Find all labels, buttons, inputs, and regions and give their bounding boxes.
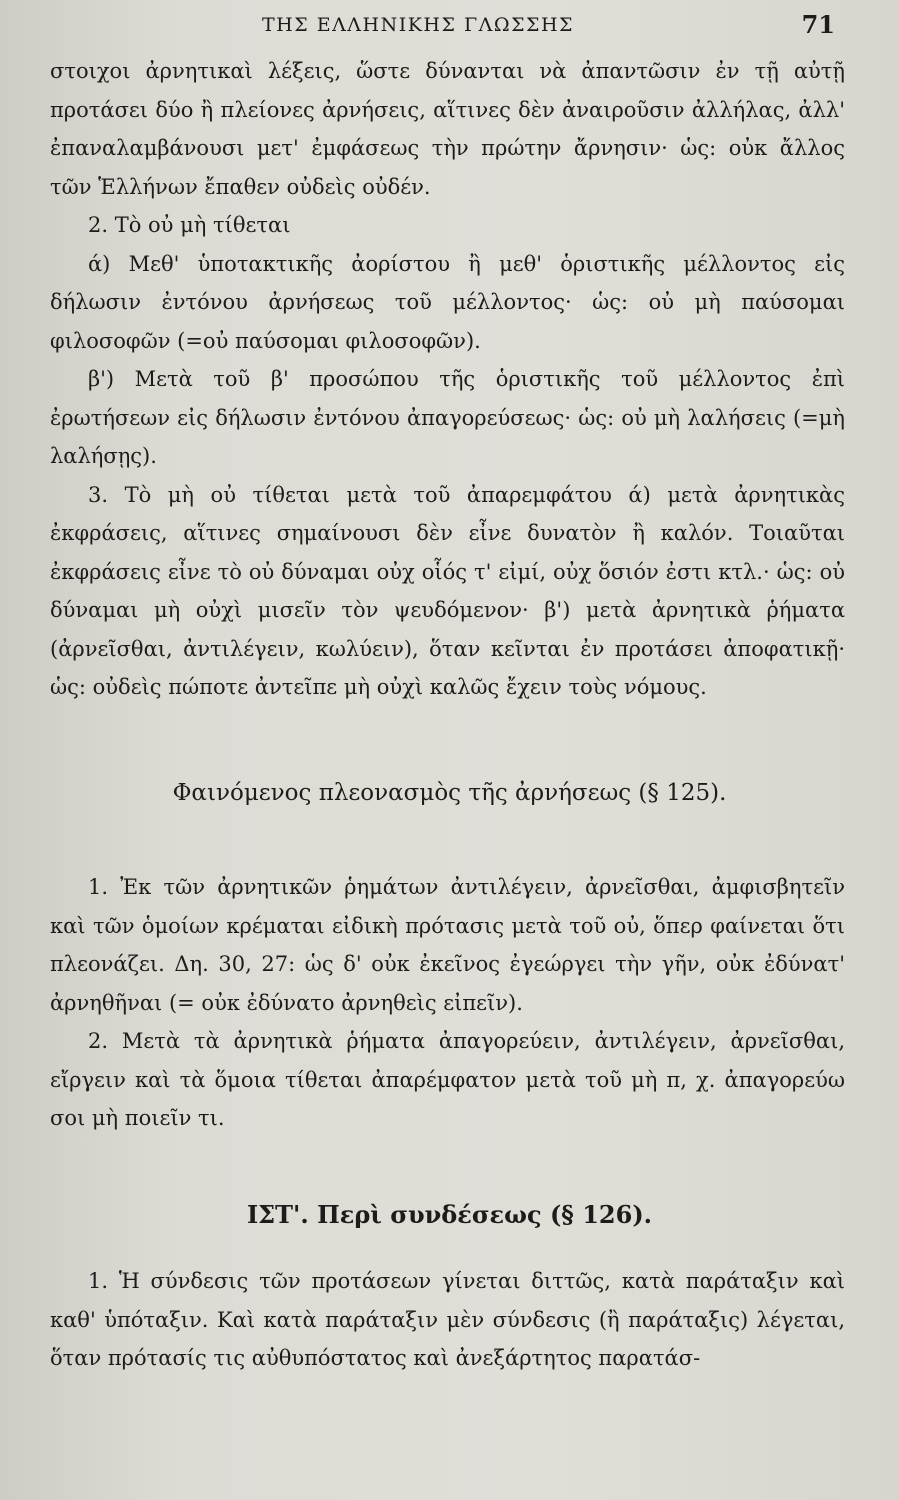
paragraph: στοιχοι ἀρνητικαὶ λέξεις, ὥστε δύνανται νὰ ἀπαντῶσιν ἐν τῇ αὐτῇ προτάσει δύο ἢ πλείονες ἀρνήσεις, αἵτινες δὲν ἀναιροῦσιν ἀλλήλας, ἀλλ' ἐπαναλαμβάνουσι μετ' ἐμφάσεως τὴν πρώτην ἄρνησιν· ὡς: οὐκ ἄλλος τῶν Ἑλλήνων ἔπαθεν οὐδεὶς οὐδέν. [50, 59, 845, 199]
page-header [0, 10, 899, 40]
page-number: 71 [801, 10, 835, 39]
text-block-pleonasm [50, 868, 845, 1138]
section-heading: Φαινόμενος πλεονασμὸς τῆς ἀρνήσεως (§ 125). [172, 780, 727, 806]
paragraph: β') Μετὰ τοῦ β' προσώπου τῆς ὁριστικῆς τοῦ μέλλοντος ἐπὶ ἐρωτήσεων εἰς δήλωσιν ἐντόνου ἀπαγορεύσεως· ὡς: οὐ μὴ λαλήσεις (=μὴ λαλήσῃς). [50, 367, 845, 468]
paragraph: 3. Τὸ μὴ οὐ τίθεται μετὰ τοῦ ἀπαρεμφάτου ά) μετὰ ἀρνητικὰς ἐκφράσεις, αἵτινες σημαίνουσι δὲν εἶνε δυνατὸν ἢ καλόν. Τοιαῦται ἐκφράσεις εἶνε τὸ οὐ δύναμαι οὐχ οἷός τ' εἰμί, οὐχ ὅσιόν ἐστι κτλ.· ὡς: οὐ δύναμαι μὴ οὐχὶ μισεῖν τὸν ψευδόμενον· β') μετὰ ἀρνητικὰ ῥήματα (ἀρνεῖσθαι, ἀντιλέγειν, κωλύειν), ὅταν κεῖνται ἐν προτάσει ἀποφατικῇ· ὡς: οὐδεὶς πώποτε ἀντεῖπε μὴ οὐχὶ καλῶς ἔχειν τοὺς νόμους. [50, 482, 845, 699]
paragraph: 1. Ἡ σύνδεσις τῶν προτάσεων γίνεται διττῶς, κατὰ παράταξιν καὶ καθ' ὑπόταξιν. Καὶ κατὰ παράταξιν μὲν σύνδεσις (ἢ παράταξις) λέγεται, ὅταν πρότασίς τις αὐθυπόστατος καὶ ἀνεξάρτητος παρατάσ- [50, 1269, 845, 1370]
paragraph: 2. Μετὰ τὰ ἀρνητικὰ ῥήματα ἀπαγορεύειν, ἀντιλέγειν, ἀρνεῖσθαι, εἴργειν καὶ τὰ ὅμοια τίθεται ἀπαρέμφατον μετὰ τοῦ μὴ π, χ. ἀπαγορεύω σοι μὴ ποιεῖν τι. [50, 1029, 845, 1130]
text-block-negation [50, 52, 845, 707]
text-block-conjunction [50, 1262, 845, 1378]
running-title: ΤΗΣ ΕΛΛΗΝΙΚΗΣ ΓΛΩΣΣΗΣ [262, 14, 574, 36]
paragraph: 1. Ἐκ τῶν ἀρνητικῶν ῥημάτων ἀντιλέγειν, ἀρνεῖσθαι, ἀμφισβητεῖν καὶ τῶν ὁμοίων κρέμαται εἰδικὴ πρότασις μετὰ τοῦ οὐ, ὅπερ φαίνεται ὅτι πλεονάζει. Δη. 30, 27: ὡς δ' οὐκ ἐκεῖνος ἐγεώργει τὴν γῆν, οὐκ ἐδύνατ' ἀρνηθῆναι (= οὐκ ἐδύνατο ἀρνηθεὶς εἰπεῖν). [50, 875, 845, 1015]
chapter-heading: ΙΣΤ'. Περὶ συνδέσεως (§ 126). [246, 1200, 653, 1229]
paragraph: 2. Τὸ οὐ μὴ τίθεται [88, 213, 291, 237]
paragraph: ά) Μεθ' ὑποτακτικῆς ἀορίστου ἢ μεθ' ὁριστικῆς μέλλοντος εἰς δήλωσιν ἐντόνου ἀρνήσεως τοῦ μέλλοντος· ὡς: οὐ μὴ παύσομαι φιλοσοφῶν (=οὐ παύσομαι φιλοσοφῶν). [50, 251, 845, 353]
